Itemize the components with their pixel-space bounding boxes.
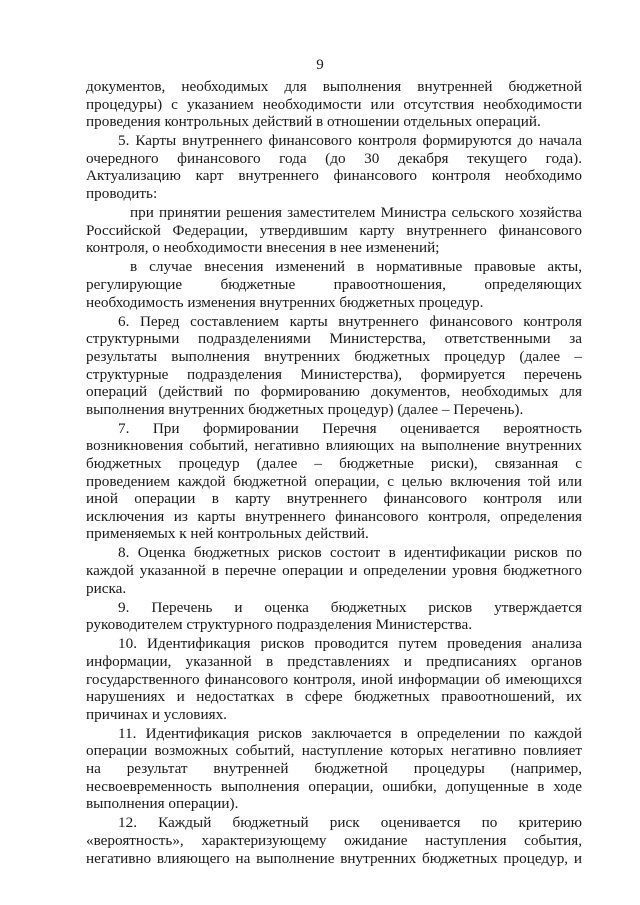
paragraph [86, 258, 582, 311]
paragraph-line: каждой указанной в перечне операции и определении уровня бюджетного [86, 562, 582, 580]
paragraph-line: в случае внесения изменений в нормативные правовые акты, [130, 258, 582, 276]
paragraph-line: 6. Перед составлением карты внутреннего финансового контроля [118, 312, 582, 330]
paragraph [86, 599, 582, 634]
paragraph-line: исключения из карты внутреннего финансового контроля, определения [86, 507, 582, 525]
paragraph-line: негативно влияющего на выполнение внутренних бюджетных процедур, и [86, 849, 582, 867]
paragraph-line: проведением каждой бюджетной операции, с целью включения той или [86, 472, 582, 490]
paragraph-line: документов, необходимых для выполнения внутренней бюджетной [86, 78, 582, 95]
paragraph-line: очередного финансового года (до 30 декабря текущего года). [86, 149, 582, 167]
paragraph-line: Актуализацию карт внутреннего финансового контроля необходимо [86, 167, 582, 185]
paragraph-line: риска. [86, 579, 127, 597]
paragraph [86, 78, 582, 131]
paragraph-line: «вероятность», характеризующему ожидание наступления события, [86, 831, 582, 849]
paragraph-line: иной операции в карту внутреннего финансового контроля или [86, 490, 582, 508]
paragraph-line: 10. Идентификация рисков проводится путем проведения анализа [118, 635, 582, 653]
paragraph-line: 11. Идентификация рисков заключается в определении по каждой [118, 724, 582, 742]
paragraph-line: 8. Оценка бюджетных рисков состоит в идентификации рисков по [118, 544, 582, 562]
paragraph [86, 313, 582, 419]
page-number: 9 [316, 57, 324, 73]
paragraph [86, 544, 582, 597]
paragraph-line: структурными подразделениями Министерства, ответственными за [86, 330, 582, 348]
paragraph-line: структурные подразделения Министерства), формируется перечень [86, 365, 582, 383]
paragraph-line: при принятии решения заместителем Министра сельского хозяйства [130, 204, 582, 222]
paragraph-line: 12. Каждый бюджетный риск оценивается по критерию [118, 814, 582, 832]
paragraph-line: Российской Федерации, утвердившим карту внутреннего финансового [86, 221, 582, 239]
paragraph-line: руководителем структурного подразделения Министерства. [86, 616, 473, 634]
paragraph [86, 635, 582, 723]
paragraph-line: выполнения операции). [86, 795, 239, 813]
paragraph [86, 132, 582, 202]
paragraph-line: процедуры) с указанием необходимости или отсутствия необходимости [86, 95, 582, 113]
paragraph [86, 725, 582, 813]
paragraph-line: возникновения событий, негативно влияющих на выполнение внутренних [86, 437, 582, 455]
paragraph-line: несвоевременность выполнения операции, ошибки, допущенные в ходе [86, 777, 582, 795]
paragraph-line: информации, указанной в представлениях и предписаниях органов [86, 653, 582, 670]
paragraph [86, 420, 582, 543]
paragraph-line: проведения контрольных действий в отношении отдельных операций. [86, 113, 541, 131]
paragraph-line: необходимость изменения внутренних бюджетных процедур. [86, 293, 484, 311]
paragraph-line: регулирующие бюджетные правоотношения, определяющих [86, 276, 582, 294]
paragraph-line: нарушениях и недостатках в сфере бюджетных правоотношений, их [86, 688, 582, 706]
document-body [86, 78, 582, 869]
paragraph-line: государственного финансового контроля, иной информации об имеющихся [86, 670, 582, 688]
paragraph-line: 7. При формировании Перечня оценивается вероятность [118, 419, 582, 437]
paragraph-line: операций (действий по формированию документов, необходимых для [86, 383, 582, 401]
paragraph [86, 204, 582, 257]
paragraph-line: на результат внутренней бюджетной процедуры (например, [86, 760, 582, 778]
paragraph-line: результаты выполнения внутренних бюджетных процедур (далее – [86, 347, 582, 365]
paragraph-line: 5. Карты внутреннего финансового контроля формируются до начала [118, 132, 582, 150]
paragraph-line: выполнения внутренних бюджетных процедур) (далее – Перечень). [86, 400, 524, 418]
paragraph-line: бюджетных процедур (далее – бюджетные риски), связанная с [86, 454, 582, 472]
paragraph-line: 9. Перечень и оценка бюджетных рисков утверждается [118, 598, 582, 616]
paragraph-line: причинах и условиях. [86, 705, 227, 723]
paragraph-line: применяемых к ней контрольных действий. [86, 525, 369, 543]
paragraph-line: проводить: [86, 185, 158, 203]
paragraph-line: контроля, о необходимости внесения в нее изменений; [86, 239, 440, 257]
paragraph [86, 814, 582, 867]
paragraph-line: операции возможных событий, наступление которых негативно повлияет [86, 742, 582, 760]
